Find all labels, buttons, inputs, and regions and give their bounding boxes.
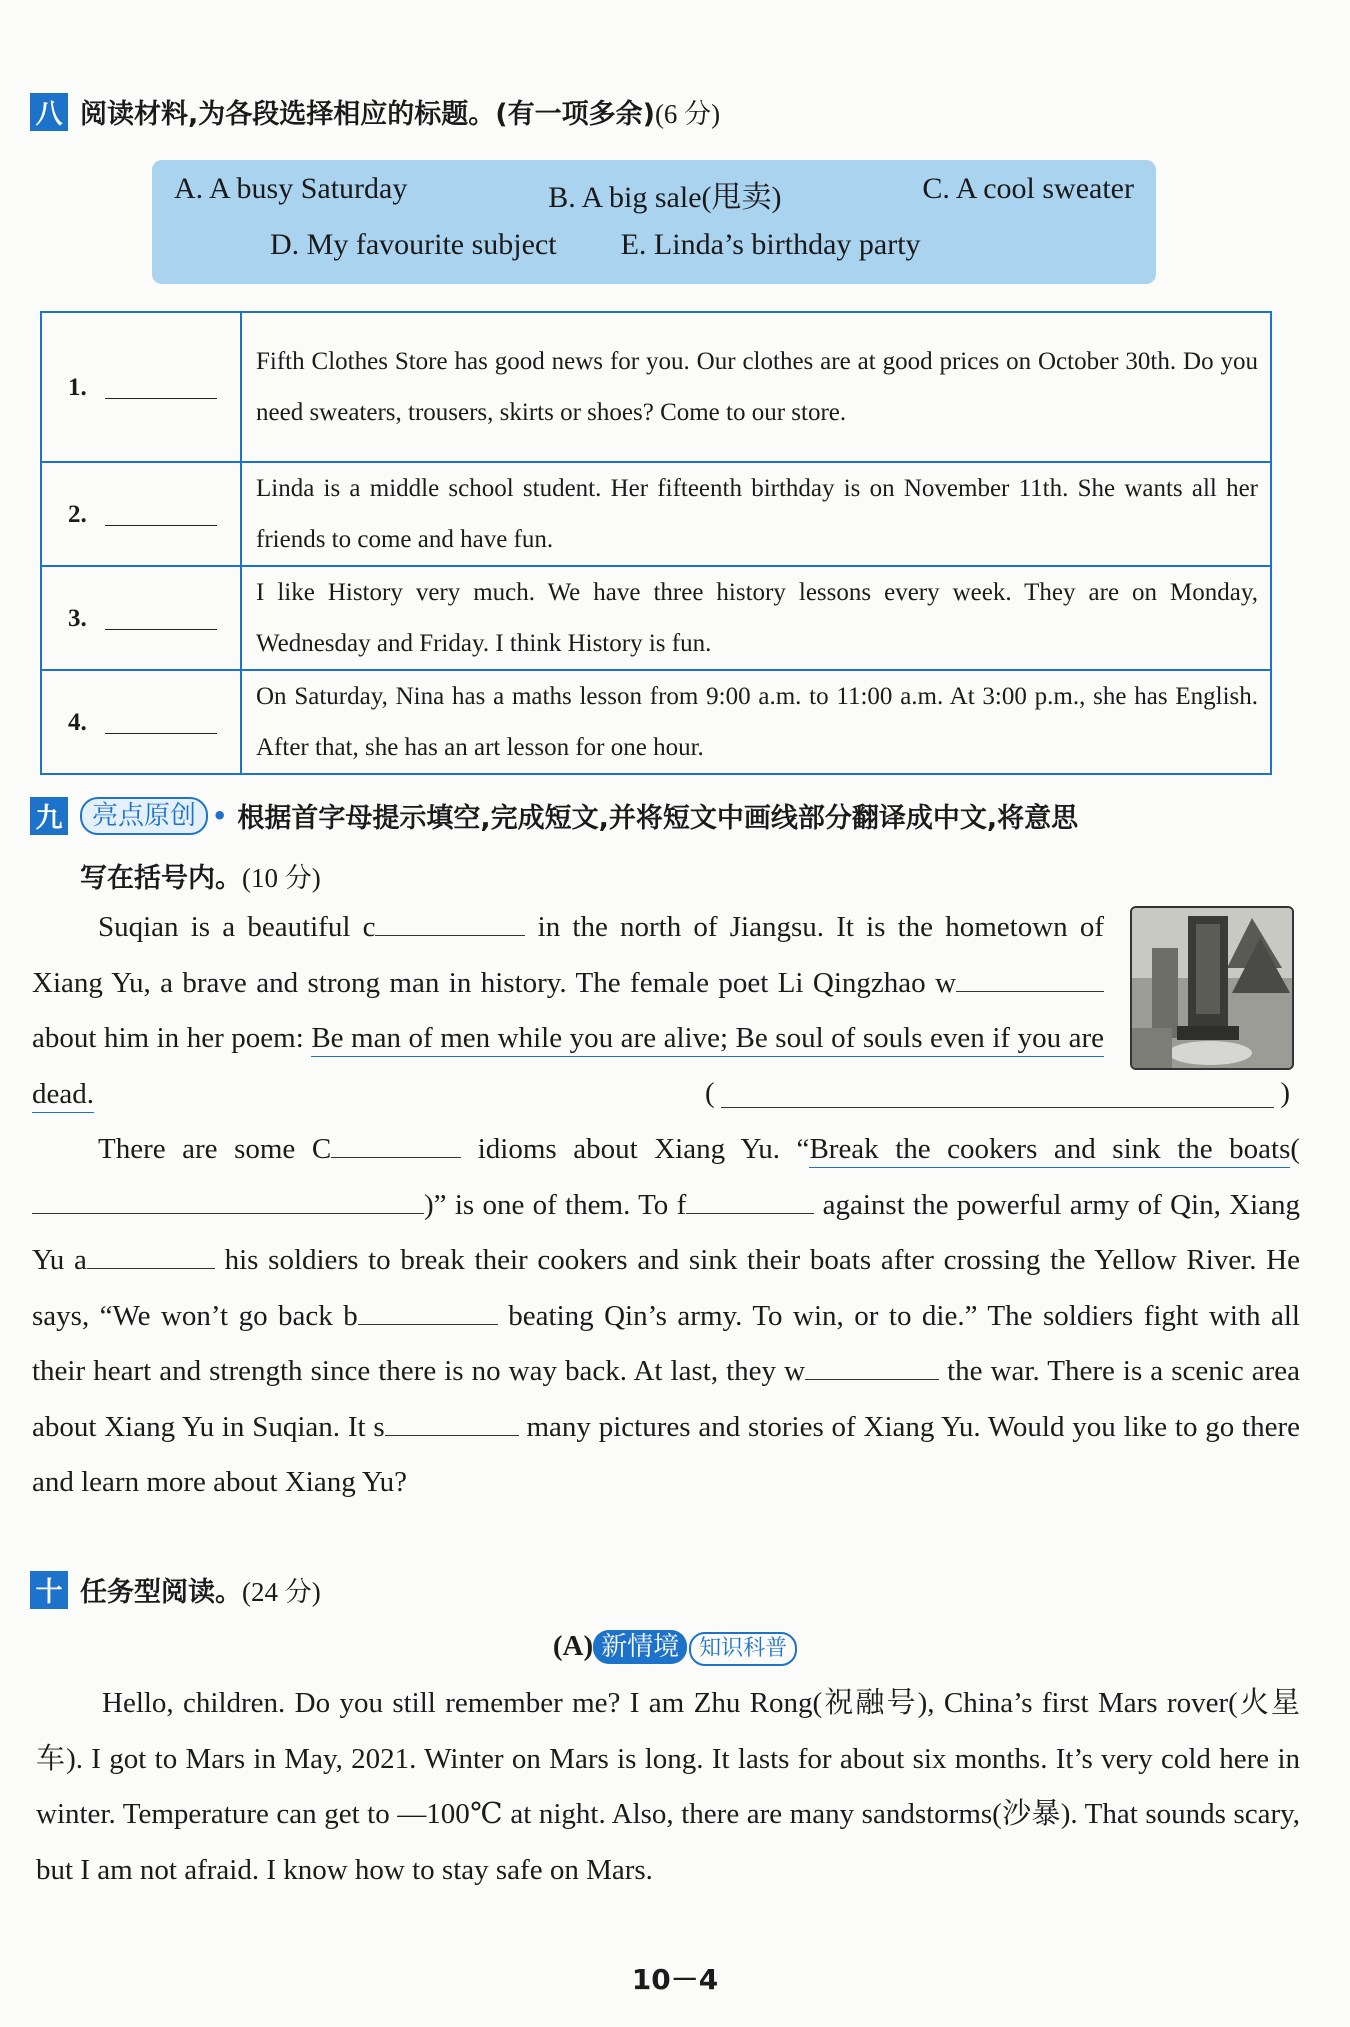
section9-heading [30,796,1302,835]
hint-letter: c [362,911,376,943]
option-e: E. Linda’s birthday party [620,228,921,261]
text-run: idioms about Xiang Yu. “ [477,1133,810,1165]
option-d: D. My favourite subject [270,228,557,261]
item-number: 3. [68,604,87,632]
text-run: against the powerful army of Qin, Xiang Yu [32,1188,1301,1276]
text-run: the war. There is a scenic area about Xiang Yu in Suqian. It [32,1355,1301,1443]
item-number: 1. [68,373,87,401]
translation-blank[interactable] [721,1077,1275,1108]
passage-text: On Saturday, Nina has a maths lesson from 9:00 a.m. to 11:00 a.m. At 3:00 p.m., she has English. After that, she has an art lesson for one hour. [241,670,1271,774]
fill-blank[interactable] [805,1349,939,1380]
table-row [41,670,1271,774]
fill-blank[interactable] [331,1127,461,1158]
fill-blank[interactable] [385,1405,519,1436]
item-number: 4. [68,708,87,736]
heading-options-box [152,160,1156,284]
paren-open: ( [705,1077,715,1109]
section10-heading [30,1570,1302,1609]
passage-paragraph-2 [32,1122,1300,1511]
passage-text: Fifth Clothes Store has good news for you. Our clothes are at good prices on October 30th. Do you need sweaters, trousers, skirts or shoes? Come to our store. [241,312,1271,462]
answer-blank[interactable] [105,607,217,630]
underlined-quote: Be man of men while you are alive; Be soul of souls even if you are dead. [32,1022,1104,1113]
matching-table [40,311,1272,775]
answer-blank[interactable] [105,711,217,734]
section9-points: (10 分) [242,863,321,893]
subsection-label: (A) [552,1630,594,1662]
text-run: many pictures and stories of Xiang Yu. Would you like to go there and learn more about Xiang Yu? [32,1410,1301,1498]
section10-points: (24 分) [242,1577,321,1607]
text-run: There are some [98,1133,296,1165]
hint-letter: w [784,1355,806,1387]
hint-letter: b [343,1299,358,1332]
passage-text: Linda is a middle school student. Her fifteenth birthday is on November 11th. She wants all her friends to come and have fun. [241,462,1271,566]
table-row [41,566,1271,670]
text-run: beating Qin’s army. To win, or to die.” The soldiers fight with all their heart and strength since there is no way back. At last, they [32,1299,1300,1387]
fill-blank[interactable] [956,961,1104,992]
section9-number: 九 [30,797,68,835]
bullet-dot-icon: • [212,801,228,830]
new-context-badge: 新情境 [593,1630,687,1664]
fill-blank[interactable] [686,1183,814,1214]
fill-blank[interactable] [358,1294,498,1325]
paren-open: ( [1290,1133,1301,1165]
hint-letter: s [373,1410,385,1443]
hint-letter: a [73,1244,87,1276]
text-run: about him in her poem: [32,1022,304,1054]
section9-instruction-line2: 写在括号内。 [80,863,242,894]
text-run: Suqian is a beautiful [98,911,351,943]
subsection-a-heading [0,1630,1350,1666]
science-badge: 知识科普 [689,1632,797,1666]
page-number: 10－4 [631,1963,719,1996]
section8-number: 八 [30,93,68,131]
section9-heading-line2 [80,856,321,895]
translation-blank[interactable] [32,1183,424,1214]
item-number: 2. [68,500,87,528]
text-run: )” is one of them. To [424,1188,669,1221]
section10-number: 十 [30,1571,68,1609]
section8-points: (6 分) [654,99,721,129]
hint-letter: w [935,966,957,999]
fill-blank[interactable] [87,1238,215,1269]
option-b: B. A big sale(甩卖) [548,181,782,214]
text-run: in the north of Jiangsu. It is the hometown of Xiang Yu, a brave and strong man in history. The female poet Li Qingzhao [32,911,1105,999]
section8-heading [30,92,1302,131]
answer-blank[interactable] [105,376,217,399]
hint-letter: f [676,1188,687,1221]
section8-instruction: 阅读材料,为各段选择相应的标题。(有一项多余) [80,99,655,130]
paren-close: ) [1280,1077,1290,1109]
underlined-idiom: Break the cookers and sink the boats [809,1133,1290,1168]
translation-bracket [705,1066,1290,1122]
answer-blank[interactable] [105,503,217,526]
xiang-yu-monument-photo [1130,906,1294,1070]
mars-rover-passage [36,1676,1300,1898]
text-run: his soldiers to break their cookers and sink their boats after crossing the Yellow River. He says, “We won’t go back [32,1244,1300,1332]
hint-letter: C [311,1133,332,1165]
table-row [41,462,1271,566]
option-a: A. A busy Saturday [174,172,408,205]
option-c: C. A cool sweater [922,172,1134,205]
passage-text: I like History very much. We have three history lessons every week. They are on Monday, Wednesday and Friday. I think History is fun. [241,566,1271,670]
section10-instruction: 任务型阅读。 [80,1577,242,1608]
section9-instruction-line1: 根据首字母提示填空,完成短文,并将短文中画线部分翻译成中文,将意思 [237,803,1079,834]
fill-blank[interactable] [375,905,525,936]
passage-text: Hello, children. Do you still remember me? I am Zhu Rong(祝融号), China’s first Mars rover(火星车). I got to Mars in May, 2021. Winter on Mars is long. It lasts for about six months. It’s very cold here in winter. Temperature can get to —100℃ at night. Also, there are many sandstorms(沙暴). That sounds scary, but I am not afraid. I know how to stay safe on Mars. [36,1687,1300,1886]
original-badge: 亮点原创 [80,797,208,835]
table-row [41,312,1271,462]
